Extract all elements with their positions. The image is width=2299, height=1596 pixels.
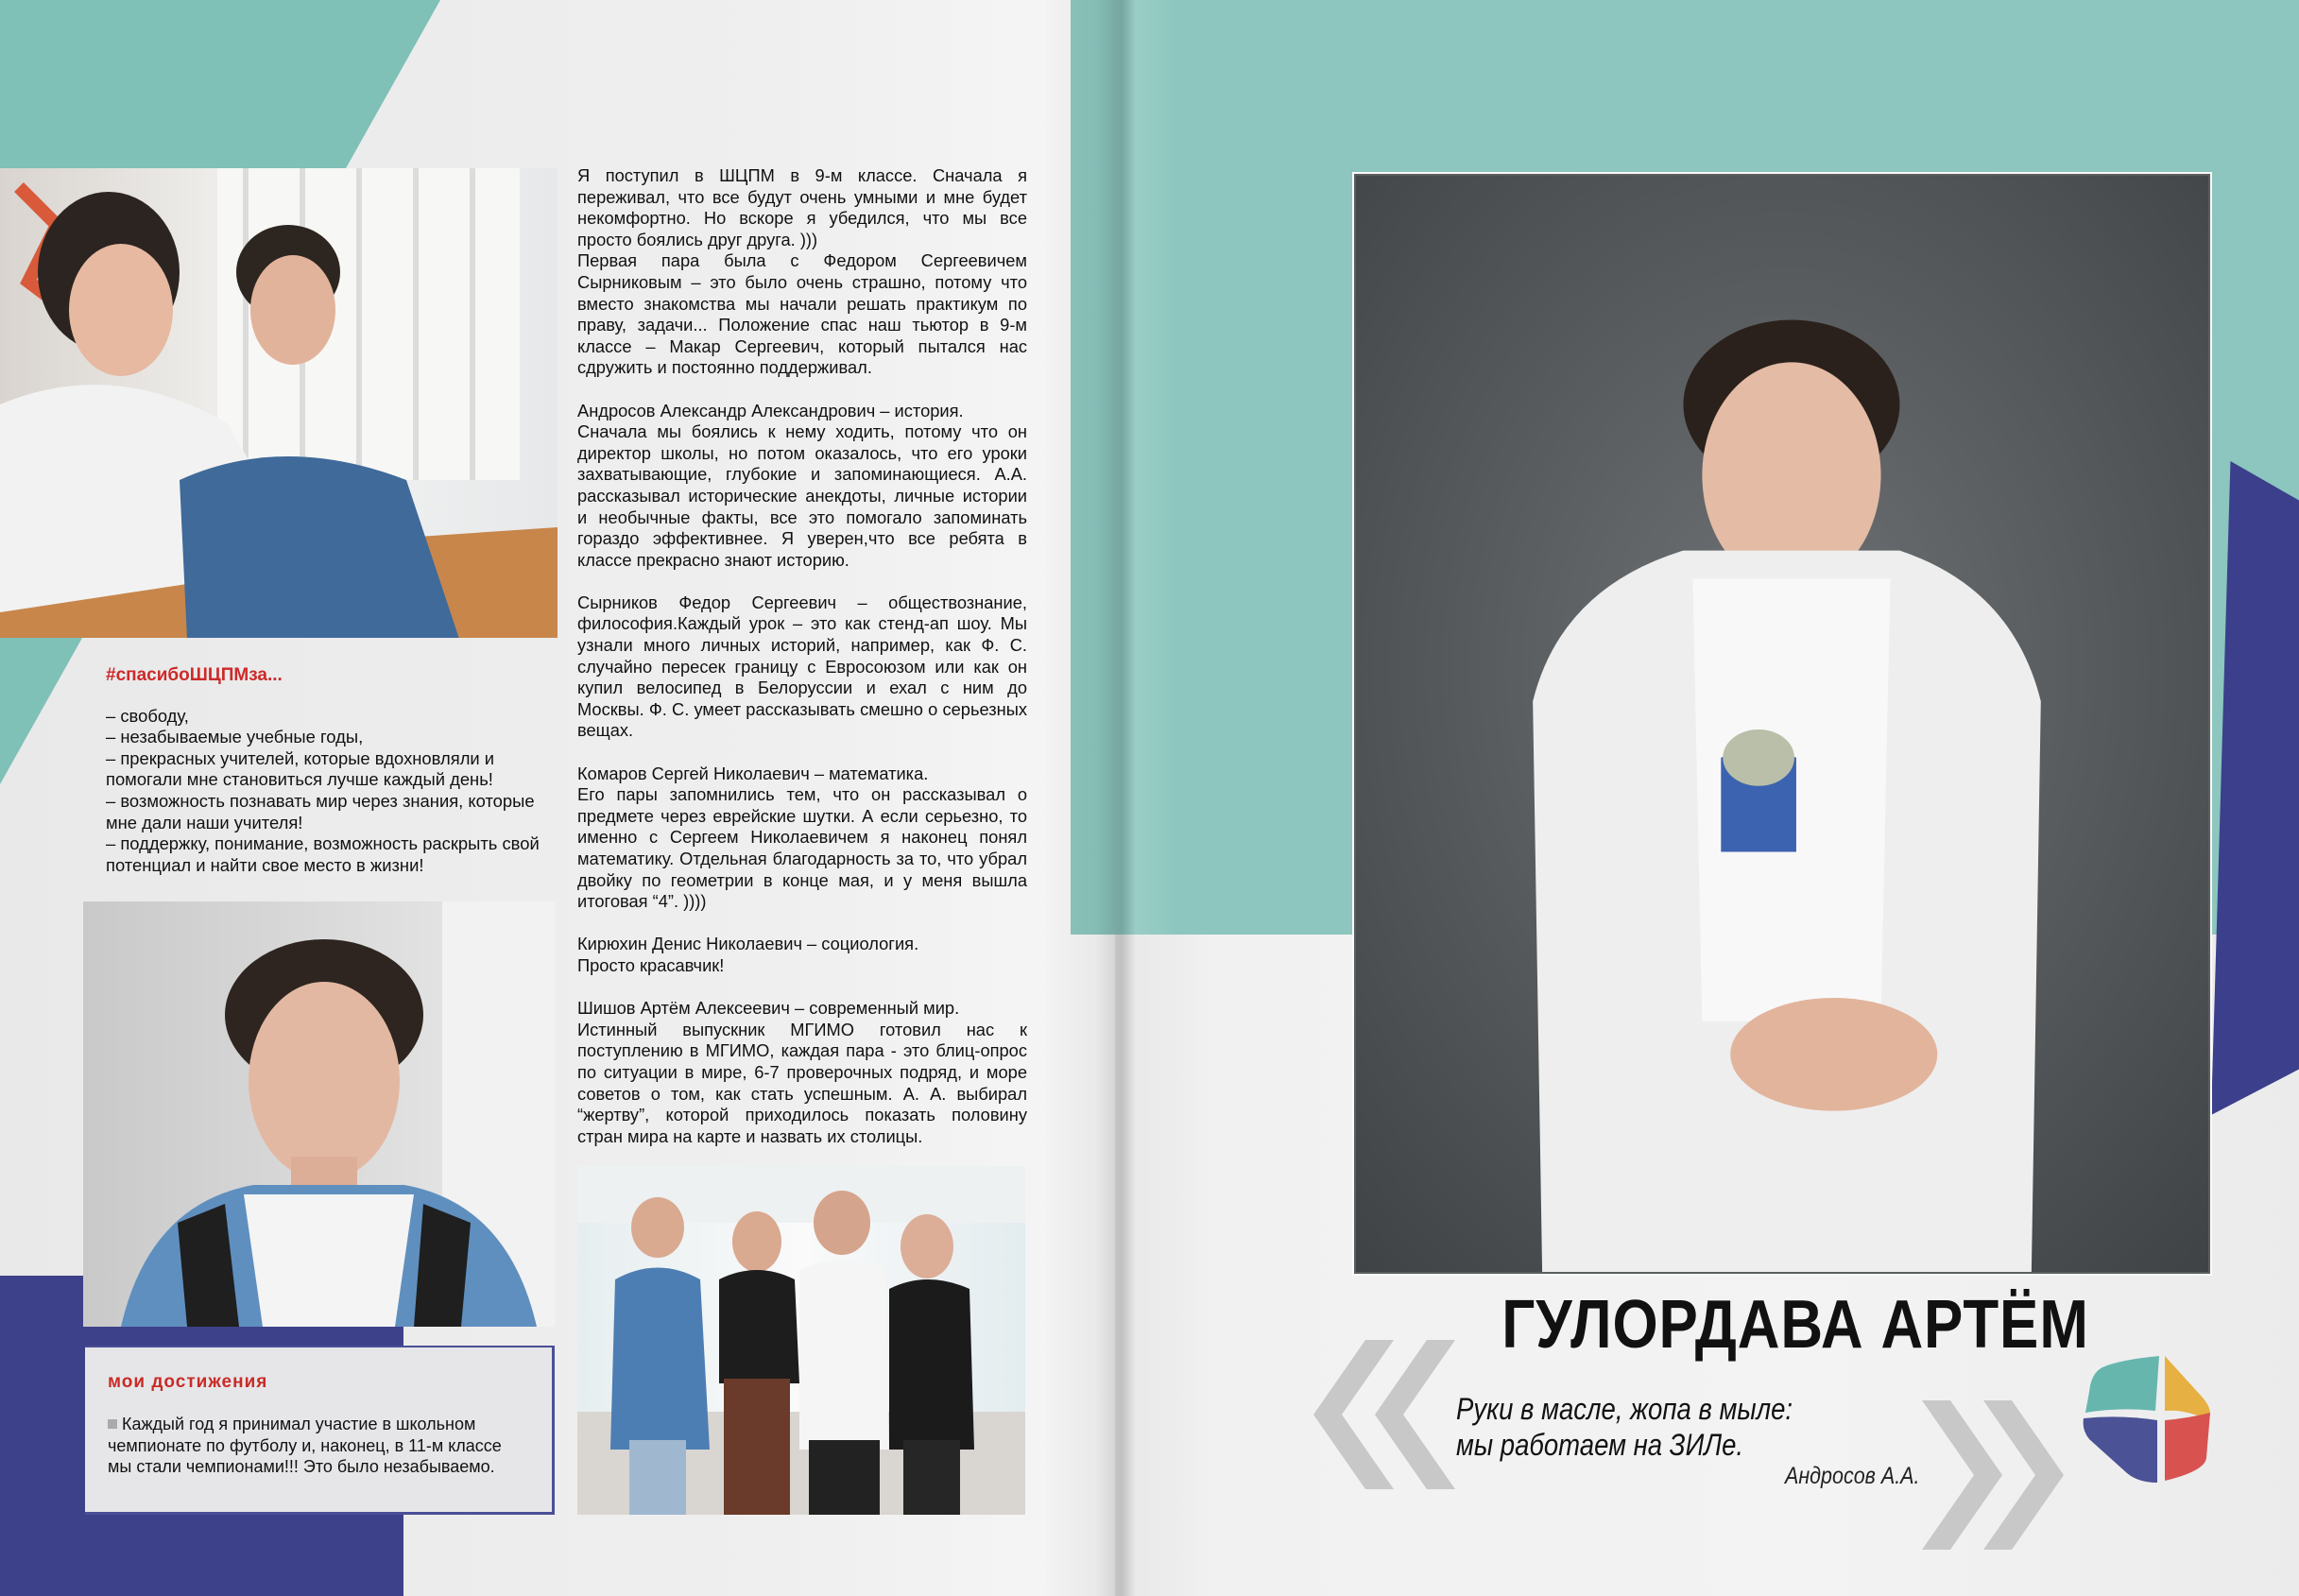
teacher-body: Сырников Федор Сергеевич – обществознание, философия.Каждый урок – это как стенд-ап шоу. Мы узнали много личных историй, например, как Ф. С. случайно пересек границу с Евросоюзом или как он купил велосипед в Белоруссии и ехал с ним до Москвы. Ф. С. умеет рассказывать смешно о серьезных вещах. xyxy=(577,592,1027,741)
teacher-body: Сначала мы боялись к нему ходить, потому что он директор школы, но потом оказалось, что его уроки захватывающие, глубокие и запоминающиеся. А.А. рассказывал исторические анекдоты, личные истории и необычные факты, все это помогало запоминать гораздо эффективнее. Я уверен,что все ребята в классе прекрасно знают историю. xyxy=(577,421,1027,570)
book-spine-shadow xyxy=(1039,0,1181,1596)
teacher-body: Просто красавчик! xyxy=(577,954,725,975)
chevron-right-quote-icon xyxy=(1922,1400,2064,1550)
achievements-title: мои достижения xyxy=(108,1372,268,1392)
teacher-heading: Кирюхин Денис Николаевич – социология. xyxy=(577,934,919,954)
story-intro: Я поступил в ШЦПМ в 9-м классе. Сначала я переживал, что все будут очень умными и мне будет некомфортно. Но вскоре я убедился, что мы все просто боялись друг друга. ))) xyxy=(577,165,1027,249)
achievements-box xyxy=(85,1346,555,1515)
thanks-item: – незабываемые учебные годы, xyxy=(106,727,364,747)
teacher-heading: Шишов Артём Алексеевич – современный мир. xyxy=(577,998,960,1019)
quote-line: Руки в масле, жопа в мыле: xyxy=(1456,1392,1793,1426)
thanks-item: – поддержку, понимание, возможность раскрыть свой потенциал и найти свое место в жизни! xyxy=(106,833,540,875)
bullet-square-icon xyxy=(108,1419,117,1429)
quote-author: Андросов А.А. xyxy=(1785,1463,1920,1489)
thanks-item: – прекрасных учителей, которые вдохновляли и помогали мне становиться лучше каждый день! xyxy=(106,747,495,790)
school-logo-icon xyxy=(2082,1354,2216,1483)
teacher-body: Его пары запомнились тем, что он рассказывал о предмете через еврейские шутки. А если серьезно, то именно с Сергеем Николаевичем я наконец понял математику. Отдельная благодарность за то, что убрал двойку по геометрии в конце мая, и у меня вышла итоговая “4”. )))) xyxy=(577,784,1027,912)
achievements-text: Каждый год я принимал участие в школьном чемпионате по футболу и, наконец, в 11-м классе мы стали чемпионами!!! Это было незабываемо. xyxy=(108,1415,502,1477)
teacher-heading: Комаров Сергей Николаевич – математика. xyxy=(577,763,929,783)
student-photo-small xyxy=(83,901,555,1327)
story-intro: Первая пара была с Федором Сергеевичем Сырниковым – это было очень страшно, потому что вместо знакомства мы начали решать практикум по праву, задачи... Положение спас наш тьютор в 9-м классе – Макар Сергеевич, который пытался нас сдружить и постоянно поддерживал. xyxy=(577,250,1027,378)
student-portrait xyxy=(1352,172,2212,1276)
quote xyxy=(1456,1391,1879,1463)
thanks-item: – возможность познавать мир через знания, которые мне дали наши учителя! xyxy=(106,790,535,832)
group-photo xyxy=(577,1166,1025,1515)
student-name: ГУЛОРДАВА АРТЁМ xyxy=(1501,1287,2089,1363)
classroom-photo xyxy=(0,168,558,638)
chevron-left-quote-icon xyxy=(1313,1340,1455,1489)
thanks-section xyxy=(106,665,540,876)
quote-line: мы работаем на ЗИЛе. xyxy=(1456,1428,1744,1462)
thanks-item: – свободу, xyxy=(106,705,189,726)
teacher-body: Истинный выпускник МГИМО готовил нас к поступлению в МГИМО, каждая пара - это блиц-опрос по ситуации в мире, 6-7 проверочных подряд, и море советов о том, как стать успешным. А. А. выбирал “жертву”, которой приходилось показать половину стран мира на карте и назвать их столицы. xyxy=(577,1019,1027,1146)
thanks-hashtag: #спасибоШЦПМза... xyxy=(106,665,283,685)
story-column xyxy=(577,165,1027,1147)
teacher-heading: Андросов Александр Александрович – история. xyxy=(577,400,964,420)
